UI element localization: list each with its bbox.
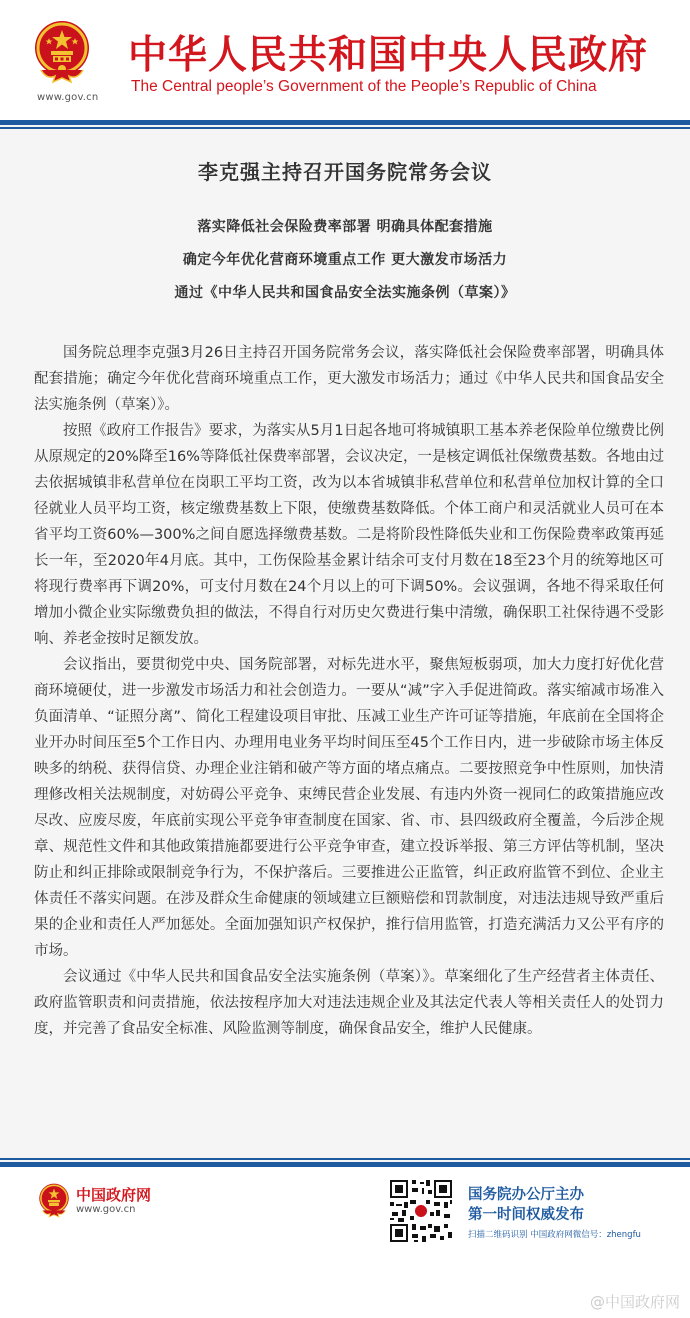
site-title-en: The Central people’s Government of the People’s Republic of China (131, 78, 597, 95)
footer-tagline-authority: 第一时间权威发布 (468, 1207, 584, 1223)
article-body (34, 340, 664, 1042)
subhead-1: 落实降低社会保险费率部署 明确具体配套措施 (197, 219, 493, 235)
national-emblem-icon (38, 1182, 70, 1218)
site-title-cn: 中华人民共和国中央人民政府 (128, 33, 649, 78)
paragraph-food-safety: 会议通过《中华人民共和国食品安全法实施条例（草案）》。草案细化了生产经营者主体责任、政府监管职责和问责措施，依法按程序加大对违法违规企业及其法定代表人等相关责任人的处罚力度，并完善了食品安全标准、风险监测等制度，确保食品安全，维护人民健康。 (34, 969, 664, 1037)
paragraph-social-insurance: 按照《政府工作报告》要求，为落实从5月1日起各地可将城镇职工基本养老保险单位缴费比例从原规定的20%降至16%等降低社保费率部署，会议决定，一是核定调低社保缴费基数。各地由过去依据城镇非私营单位在岗职工平均工资，改为以本省城镇非私营单位和私营单位加权计算的全口径就业人员平均工资，核定缴费基数上下限，使缴费基数降低。个体工商户和灵活就业人员可在本省平均工资60%—300%之间自愿选择缴费基数。二是将阶段性降低失业和工伤保险费率政策再延长一年，至2020年4月底。其中，工伤保险基金累计结余可支付月数在18至23个月的统筹地区可将现行费率再下调20%，可支付月数在24个月以上的可下调50%。会议强调，各地不得采取任何增加小微企业实际缴费负担的做法，不得自行对历史欠费进行集中清缴，确保职工社保待遇不受影响、养老金按时足额发放。 (34, 423, 664, 647)
footer-url[interactable]: www.gov.cn (76, 1204, 136, 1215)
subhead-3: 通过《中华人民共和国食品安全法实施条例（草案）》 (174, 285, 516, 301)
site-url[interactable]: www.gov.cn (37, 92, 99, 103)
qr-scan-note: 扫描二维码识别 中国政府网微信号：zhengfu (468, 1230, 641, 1240)
qr-code-icon[interactable] (388, 1178, 454, 1244)
footer-divider-thin (0, 1158, 690, 1160)
header-divider-thin (0, 127, 690, 129)
footer-tagline-host: 国务院办公厅主办 (468, 1187, 584, 1203)
masthead (0, 0, 690, 120)
header-divider-thick (0, 120, 690, 125)
footer-brand: 中国政府网 (76, 1186, 152, 1204)
paragraph-intro: 国务院总理李克强3月26日主持召开国务院常务会议，落实降低社会保险费率部署，明确具体配套措施；确定今年优化营商环境重点工作，更大激发市场活力；通过《中华人民共和国食品安全法实施条例（草案）》。 (34, 345, 664, 413)
national-emblem-icon (33, 18, 91, 84)
article-headline: 李克强主持召开国务院常务会议 (198, 160, 492, 184)
footer (0, 1167, 690, 1318)
subhead-2: 确定今年优化营商环境重点工作 更大激发市场活力 (182, 252, 508, 268)
paragraph-business-environment: 会议指出，要贯彻党中央、国务院部署，对标先进水平，聚焦短板弱项，加大力度打好优化营商环境硬仗，进一步激发市场活力和社会创造力。一要从“减”字入手促进简政。落实缩减市场准入负面清单、“证照分离”、简化工程建设项目审批、压减工业生产许可证等措施，年底前在全国将企业开办时间压至5个工作日内、办理用电业务平均时间压至45个工作日内，进一步破除市场主体反映多的纳税、获得信贷、办理企业注销和破产等方面的堵点痛点。二要按照竞争中性原则，加快清理修改相关法规制度，对妨碍公平竞争、束缚民营企业发展、有违内外资一视同仁的政策措施应改尽改、应废尽废，年底前实现公平竞争审查制度在国家、省、市、县四级政府全覆盖，今后涉企规章、规范性文件和其他政策措施都要进行公平竞争审查，建立投诉举报、第三方评估等机制，坚决防止和纠正排除或限制竞争行为，不保护落后。三要推进公正监管，纠正政府监管不到位、企业主体责任不落实问题。在涉及群众生命健康的领域建立巨额赔偿和罚款制度，对违法违规导致严重后果的企业和责任人严加惩处。全面加强知识产权保护，推行信用监管，打造充满活力又公平有序的市场。 (34, 657, 664, 959)
weibo-watermark: @中国政府网 (589, 1293, 680, 1311)
